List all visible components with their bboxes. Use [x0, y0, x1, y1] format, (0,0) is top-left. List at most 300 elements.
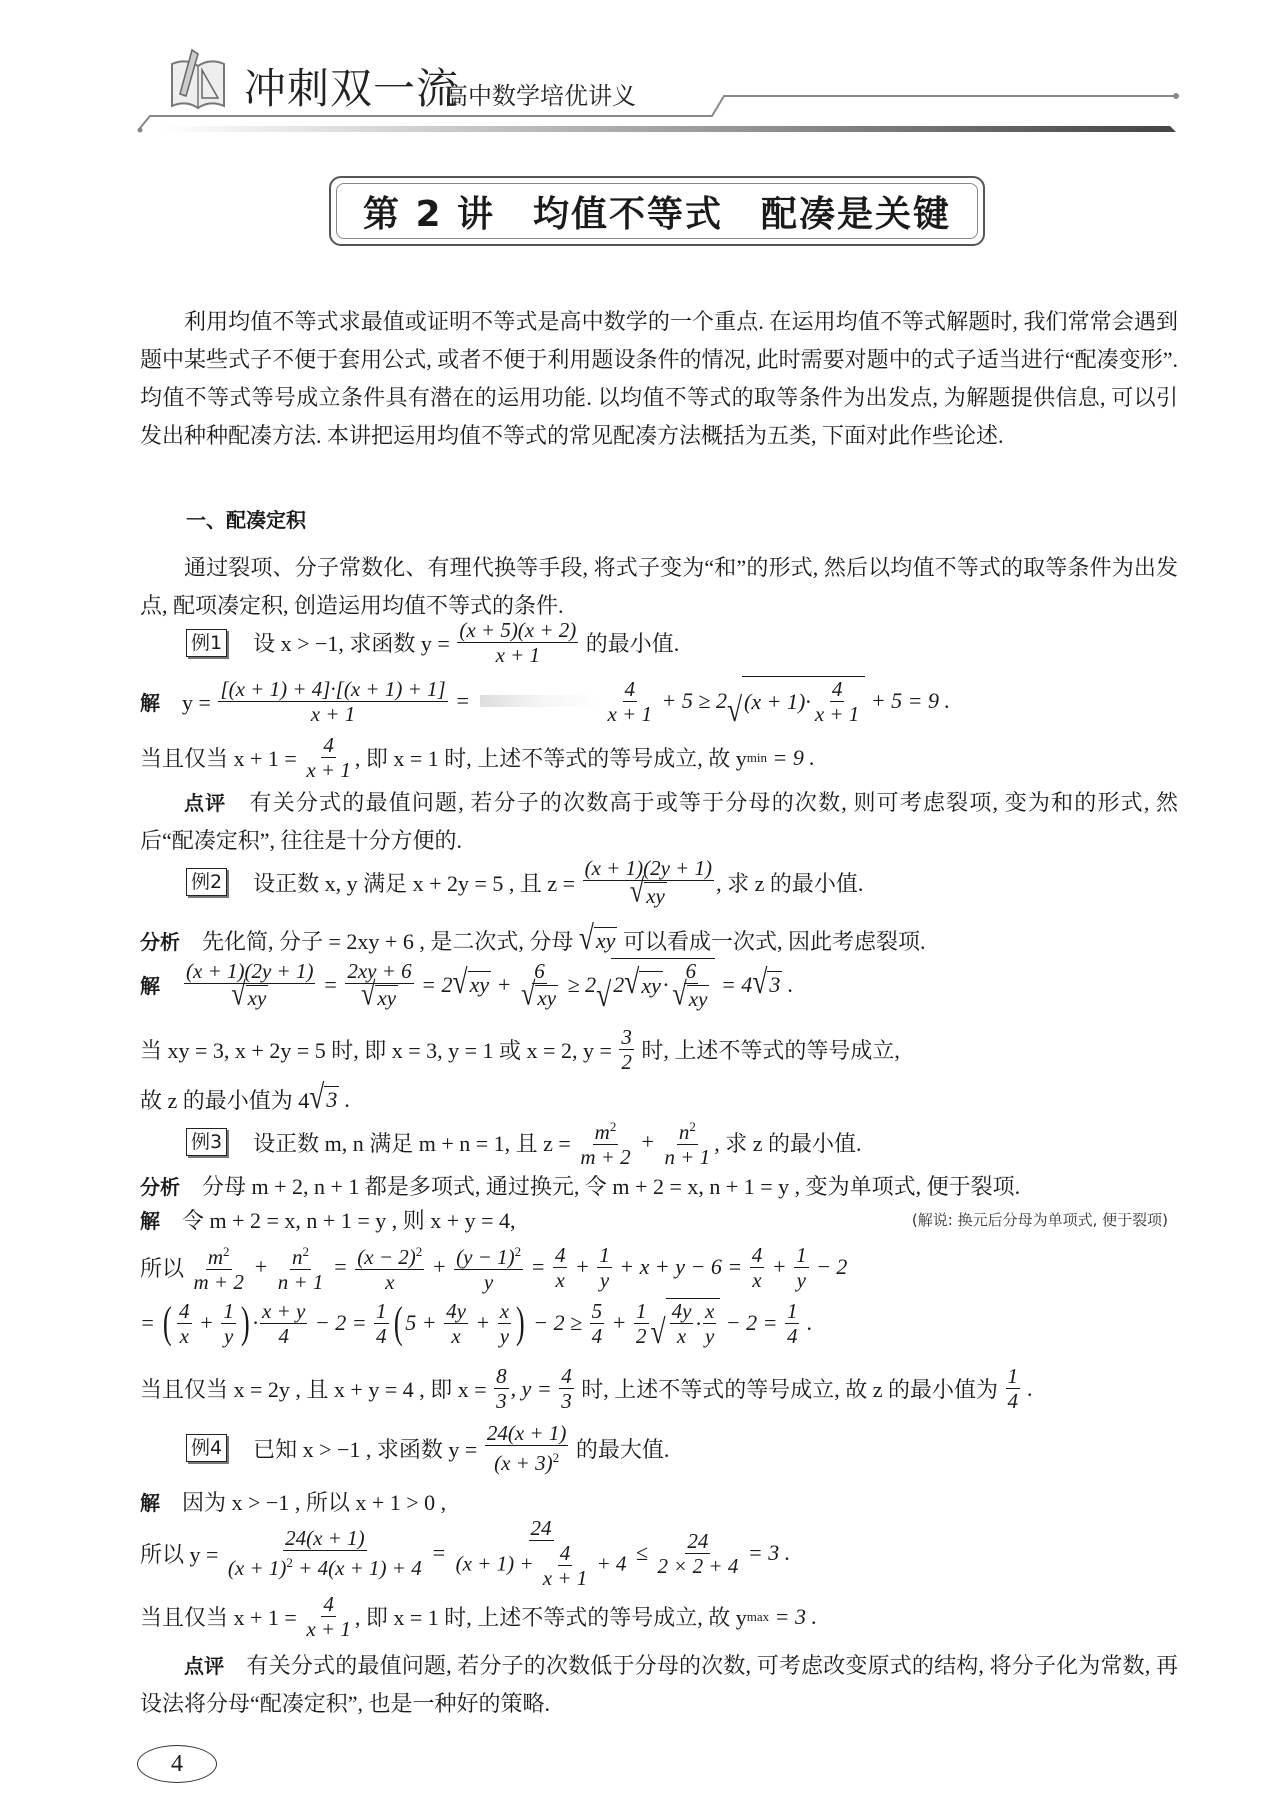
example-3-step-2 — [140, 1298, 1178, 1348]
denominator — [606, 702, 655, 726]
example-2-equality — [140, 1025, 1178, 1074]
denominator — [374, 1324, 389, 1348]
math-text: x — [499, 1298, 510, 1323]
superscript: 2 — [689, 1119, 696, 1134]
math-text: 4 — [751, 1242, 763, 1267]
math-text: + — [766, 1254, 793, 1279]
fraction — [457, 618, 578, 667]
math-text: 3 — [496, 1389, 507, 1413]
example-3-result — [140, 1364, 1178, 1413]
fraction — [260, 1299, 307, 1348]
fraction — [177, 1299, 192, 1348]
math-text: xy — [469, 972, 490, 998]
step-label: 解 — [140, 1209, 160, 1233]
math-text: 3 — [326, 1087, 338, 1112]
numerator — [794, 1243, 809, 1268]
math-text: 设正数 m, n 满足 m + n = 1, 且 z = — [231, 1130, 577, 1156]
denominator — [559, 1389, 574, 1413]
math-text: n + 1 — [277, 1270, 324, 1294]
math-text: = — [140, 1310, 161, 1335]
numerator — [619, 1025, 634, 1050]
radical-sign-icon: √ — [596, 974, 612, 1014]
math-text: 的最小值. — [580, 631, 680, 656]
fraction — [670, 959, 711, 1011]
math-text: , 求 z 的最小值. — [716, 870, 864, 896]
big-parenthesis: ) — [240, 1298, 250, 1347]
example-2-result — [140, 1076, 1178, 1116]
math-text: (x + 1)(2y + 1) — [186, 958, 314, 983]
math-text: = 2 — [415, 971, 453, 997]
math-text: 5 + — [405, 1310, 443, 1335]
numerator — [206, 1240, 232, 1270]
comment-label: 点评 — [184, 1654, 225, 1678]
math-text: x — [704, 1299, 715, 1323]
fraction — [750, 1243, 765, 1292]
math-text: 1 — [796, 1242, 807, 1267]
denominator — [785, 1324, 800, 1348]
fraction — [184, 959, 315, 1011]
denominator — [554, 1268, 567, 1292]
fraction — [221, 1299, 236, 1348]
step-label: 分析 — [140, 930, 180, 954]
math-text: (y − 1) — [456, 1245, 515, 1269]
math-text: y — [704, 1324, 715, 1348]
superscript: 2 — [552, 1450, 560, 1465]
math-text: 4 — [786, 1323, 798, 1348]
math-text: x + 1 — [306, 1617, 351, 1641]
denominator — [675, 1324, 688, 1348]
fraction — [597, 1243, 612, 1292]
math-text: xy — [595, 928, 616, 953]
example-4-step-1 — [140, 1516, 1178, 1590]
math-text: 当 xy = 3, x + 2y = 5 时, 即 x = 3, y = 1 或 x = 2, y = — [140, 1038, 618, 1063]
fraction — [345, 959, 413, 1011]
denominator — [359, 975, 400, 1012]
fraction — [485, 1421, 568, 1475]
math-text: x — [752, 1267, 762, 1292]
math-text: 1 — [376, 1298, 387, 1323]
math-text: + — [634, 1129, 661, 1154]
smudge — [480, 695, 600, 707]
math-text: xy — [537, 986, 557, 1011]
math-text: 2 — [613, 972, 625, 998]
math-text: y — [499, 1323, 510, 1348]
square-root — [752, 961, 782, 1001]
step-label: 解 — [140, 690, 160, 715]
math-text: m + 2 — [193, 1270, 244, 1294]
radicand — [639, 971, 663, 999]
denominator — [309, 702, 358, 726]
fraction — [663, 1115, 713, 1169]
math-text: + x + y − 6 = — [613, 1254, 748, 1279]
math-text: x — [555, 1267, 565, 1292]
square-root — [672, 976, 709, 1013]
math-text: 24 — [687, 1528, 709, 1553]
fraction — [578, 1115, 632, 1169]
radicand — [742, 676, 865, 726]
denominator — [304, 758, 353, 782]
example-3-problem — [186, 1115, 1178, 1169]
math-text: ≥ 2 — [562, 971, 597, 997]
numerator — [634, 1299, 649, 1324]
numerator — [494, 1364, 509, 1389]
math-text: n — [292, 1245, 303, 1269]
math-text: 4 — [591, 1323, 603, 1348]
numerator — [184, 959, 315, 984]
math-text: y — [796, 1267, 806, 1292]
numerator — [623, 677, 638, 702]
square-root — [521, 975, 558, 1012]
math-text: + — [569, 1254, 596, 1279]
math-text: (x + 1)(2y + 1) — [584, 856, 713, 880]
radical-sign-icon: √ — [752, 961, 768, 1001]
comment-label: 点评 — [184, 791, 227, 815]
math-text: , 即 x = 1 时, 上述不等式的等号成立, 故 y — [354, 746, 747, 771]
math-text: . — [339, 1086, 351, 1112]
math-text: xy — [688, 986, 708, 1011]
math-text: . — [1022, 1375, 1034, 1401]
fraction — [218, 677, 447, 726]
math-text: y = — [160, 689, 217, 715]
math-text: = 4 — [715, 971, 753, 997]
fraction — [444, 1299, 468, 1348]
numerator — [597, 1243, 612, 1268]
math-text: 4y — [446, 1298, 466, 1323]
numerator — [321, 733, 336, 758]
math-text: 1 — [786, 1298, 798, 1323]
math-text: + — [491, 971, 517, 997]
fraction — [703, 1299, 716, 1348]
denominator — [634, 1324, 649, 1348]
fraction — [276, 1240, 326, 1294]
math-text: 令 m + 2 = x, n + 1 = y , 则 x + y = 4, — [160, 1208, 516, 1233]
numerator — [750, 1243, 765, 1268]
big-parenthesis: ( — [163, 1298, 173, 1347]
math-text: + — [426, 1254, 453, 1279]
fraction — [634, 1299, 649, 1348]
math-text: 24(x + 1) — [486, 1421, 567, 1445]
step-label: 分析 — [140, 1175, 180, 1199]
square-root — [651, 1298, 721, 1348]
math-text: = — [449, 688, 476, 713]
math-text: n + 1 — [664, 1145, 711, 1169]
superscript: 2 — [286, 1555, 293, 1570]
math-text: 已知 x > −1 , 求函数 y = — [231, 1436, 483, 1462]
example-4-equality — [140, 1592, 1178, 1641]
example-label: 例2 — [186, 868, 227, 896]
numerator — [677, 1115, 698, 1145]
denominator — [541, 1566, 590, 1590]
radical-sign-icon: √ — [726, 689, 743, 728]
numerator — [558, 1541, 573, 1566]
denominator — [494, 643, 543, 667]
square-root — [360, 975, 398, 1012]
section-heading: 一、配凑定积 — [186, 508, 306, 532]
math-text: 4 — [831, 677, 843, 701]
math-text: 2 — [621, 1050, 632, 1074]
numerator — [374, 1299, 389, 1324]
denominator — [454, 1541, 629, 1590]
fraction — [619, 1025, 634, 1074]
math-text: 4 — [179, 1298, 190, 1323]
math-text: 所以 — [140, 1255, 190, 1281]
denominator — [276, 1270, 326, 1294]
superscript: 2 — [223, 1244, 230, 1259]
math-text: 3 — [561, 1389, 572, 1413]
denominator — [578, 1145, 632, 1169]
radicand — [767, 971, 782, 999]
example-1-equality — [140, 733, 1178, 782]
math-text: 分母 m + 2, n + 1 都是多项式, 通过换元, 令 m + 2 = x, n + 1 = y , 变为单项式, 便于裂项. — [180, 1174, 1021, 1199]
math-text: − 2 = — [309, 1310, 373, 1335]
example-1-comment — [140, 784, 1178, 860]
denominator — [229, 975, 270, 1012]
math-text: 4 — [323, 1592, 334, 1616]
denominator — [795, 1268, 808, 1292]
math-text: = 9 . — [766, 744, 815, 770]
math-text: 时, 上述不等式的等号成立, 故 z 的最小值为 — [575, 1377, 1004, 1402]
lecture-title-box — [329, 176, 985, 246]
math-text: 1 — [1007, 1364, 1019, 1388]
denominator — [703, 1324, 716, 1348]
numerator — [345, 959, 413, 984]
fraction — [355, 1240, 424, 1294]
square-root — [629, 873, 667, 910]
square-root — [727, 676, 865, 726]
math-text: = 3 . — [742, 1540, 791, 1565]
denominator — [590, 1324, 605, 1348]
math-text: n — [678, 1120, 690, 1144]
math-text: 可以看成一次式, 因此考虑裂项. — [617, 929, 926, 954]
denominator — [449, 1324, 462, 1348]
math-text: m — [207, 1245, 224, 1269]
radical-sign-icon: √ — [624, 962, 640, 1001]
example-2-solution — [140, 958, 1178, 1014]
math-text: 1 — [599, 1242, 610, 1267]
numerator — [670, 1299, 694, 1324]
numerator — [498, 1299, 511, 1324]
math-text: = — [317, 971, 344, 997]
fraction — [304, 733, 353, 782]
numerator — [444, 1299, 468, 1324]
math-text: 所以 y = — [140, 1541, 224, 1567]
math-text: = — [327, 1254, 354, 1279]
fraction — [1006, 1364, 1021, 1413]
denominator — [519, 975, 560, 1012]
denominator — [628, 873, 669, 910]
numerator — [583, 856, 714, 881]
example-3-analysis — [140, 1170, 1178, 1201]
math-text: − 2 = — [720, 1310, 783, 1335]
math-text: x + 1 — [310, 701, 356, 726]
math-text: = — [425, 1540, 452, 1565]
fraction — [590, 1299, 605, 1348]
numerator — [703, 1299, 716, 1324]
fraction — [454, 1516, 629, 1590]
math-text: + 4 — [591, 1551, 627, 1576]
superscript: 2 — [609, 1119, 617, 1134]
math-text: = 3 . — [769, 1603, 817, 1629]
math-text: . — [801, 1310, 813, 1335]
math-text: 3 — [621, 1025, 632, 1049]
numerator — [177, 1299, 192, 1324]
fraction — [559, 1364, 574, 1413]
numerator — [685, 1529, 710, 1554]
math-text: 4 — [559, 1541, 571, 1565]
math-text: (x + 1)· — [744, 688, 811, 714]
math-text: + 5 = 9 . — [865, 688, 951, 713]
math-text: x + 1 — [542, 1566, 588, 1590]
math-text: y — [483, 1270, 494, 1294]
radicand — [687, 985, 710, 1011]
denominator — [1006, 1389, 1021, 1413]
math-text: xy — [377, 986, 397, 1011]
big-parenthesis: ) — [516, 1298, 525, 1347]
numerator — [593, 1115, 619, 1145]
math-text: 4 — [278, 1323, 289, 1348]
square-root — [309, 1076, 339, 1116]
fraction — [192, 1240, 246, 1294]
radical-sign-icon: √ — [578, 917, 594, 957]
numerator — [559, 1364, 574, 1389]
radical-sign-icon: √ — [629, 873, 645, 910]
radical-sign-icon: √ — [360, 975, 376, 1012]
math-text: 4 — [624, 676, 636, 701]
radicand — [535, 985, 558, 1011]
math-text: 4 — [376, 1323, 387, 1348]
denominator — [226, 1551, 424, 1580]
denominator — [482, 1270, 495, 1294]
math-text: 故 z 的最小值为 4 — [140, 1088, 310, 1113]
example-label: 例1 — [186, 629, 227, 657]
math-text: (x + 1) — [227, 1556, 287, 1580]
section-intro: 通过裂项、分子常数化、有理代换等手段, 将式子变为“和”的形式, 然后以均值不等式的取等条件为出发点, 配项凑定积, 创造运用均值不等式的条件. — [140, 555, 1178, 618]
denominator — [222, 1324, 235, 1348]
denominator — [304, 1617, 353, 1641]
math-text: · — [252, 1310, 259, 1335]
numerator — [283, 1526, 366, 1551]
fraction — [226, 1526, 424, 1580]
fraction — [656, 1529, 741, 1578]
fraction — [813, 677, 862, 726]
math-text: · — [662, 972, 669, 998]
numerator — [457, 618, 578, 643]
radical-sign-icon: √ — [521, 975, 536, 1012]
math-text: m + 2 — [580, 1145, 631, 1169]
fraction — [494, 1364, 509, 1413]
denominator — [383, 1270, 396, 1294]
math-text: + — [606, 1310, 633, 1335]
numerator — [355, 1240, 424, 1270]
math-text: 1 — [223, 1298, 234, 1323]
fraction — [606, 677, 655, 726]
math-text: 4 — [1007, 1389, 1019, 1413]
math-text: 当且仅当 x + 1 = — [140, 746, 303, 771]
math-text: xy — [646, 883, 665, 908]
example-label: 例3 — [186, 1128, 227, 1156]
lecture-title: 第 2 讲 均值不等式 配凑是关键 — [336, 183, 978, 239]
radical-sign-icon: √ — [672, 976, 687, 1013]
numerator — [1006, 1364, 1021, 1389]
radical-sign-icon: √ — [452, 961, 468, 1001]
math-text: m — [594, 1120, 610, 1144]
radicand — [375, 985, 398, 1011]
comment-text: 有关分式的最值问题, 若分子的次数低于分母的次数, 可考虑改变原式的结构, 将分子化为常数, 再设法将分母“配凑定积”, 也是一种好的策略. — [140, 1653, 1178, 1716]
fraction — [670, 1299, 694, 1348]
example-1-problem — [186, 618, 1178, 667]
numerator — [485, 1421, 568, 1446]
side-note: (解说: 换元后分母为单项式, 便于裂项) — [911, 1211, 1168, 1229]
step-label: 解 — [140, 974, 160, 999]
square-root — [596, 958, 715, 1014]
denominator — [663, 1145, 713, 1169]
math-text: 24(x + 1) — [285, 1526, 365, 1550]
radical-sign-icon: √ — [309, 1076, 325, 1116]
math-text: 设 x > −1, 求函数 y = — [231, 631, 456, 656]
denominator — [813, 702, 862, 726]
fraction — [794, 1243, 809, 1292]
numerator — [553, 1243, 568, 1268]
denominator — [619, 1050, 634, 1074]
denominator — [656, 1554, 741, 1578]
math-text: 4 — [554, 1242, 566, 1267]
math-text: (x + 5)(x + 2) — [459, 618, 577, 642]
math-text: 5 — [591, 1298, 603, 1323]
example-3-solution — [140, 1204, 1178, 1235]
math-text: 2 × 2 + 4 — [657, 1553, 739, 1578]
numerator — [221, 1299, 236, 1324]
fraction — [498, 1299, 511, 1348]
square-root — [452, 961, 492, 1001]
denominator — [276, 1324, 291, 1348]
math-text: . — [782, 971, 794, 997]
example-4-solution — [140, 1486, 1178, 1517]
radicand — [611, 958, 715, 1011]
denominator — [670, 976, 711, 1013]
fraction — [553, 1243, 568, 1292]
math-text: + 4(x + 1) + 4 — [292, 1556, 422, 1580]
fraction — [519, 959, 560, 1011]
math-text: 4 — [323, 733, 334, 757]
math-text: + — [193, 1310, 220, 1335]
math-text: x + y — [262, 1298, 306, 1323]
math-text: 因为 x > −1 , 所以 x + 1 > 0 , — [160, 1490, 447, 1515]
book-ruler-logo-icon — [168, 46, 228, 112]
math-text: 当且仅当 x = 2y , 且 x + y = 4 , 即 x = — [140, 1377, 493, 1402]
numerator — [785, 1299, 800, 1324]
example-2-analysis — [140, 917, 1178, 957]
superscript: 2 — [415, 1244, 423, 1259]
square-root — [624, 962, 663, 1001]
math-text: − 2 ≥ — [527, 1310, 588, 1335]
math-text: , 即 x = 1 时, 上述不等式的等号成立, 故 y — [354, 1605, 747, 1630]
numerator — [260, 1299, 307, 1324]
radical-sign-icon: √ — [650, 1311, 666, 1350]
math-text: + — [469, 1310, 496, 1335]
radicand — [666, 1298, 721, 1348]
big-parenthesis: ( — [393, 1298, 403, 1347]
math-text: y — [599, 1267, 610, 1292]
math-text: 4y — [671, 1299, 692, 1323]
math-text: x + 1 — [814, 702, 860, 726]
intro-paragraph: 利用均值不等式求最值或证明不等式是高中数学的一个重点. 在运用均值不等式解题时, 我们常常会遇到题中某些式子不便于套用公式, 或者不便于利用题设条件的情况, 此时需要对题中的式子适当进行“配凑变形”. 均值不等式等号成立条件具有潜在的运用功能. 以均值不等式的取等条件为出发点, 为解题提供信息, 可以引发出种种配凑方法. 本讲把运用均值不等式的常见配凑方法概括为五类, 下面对此作些论述. — [140, 309, 1178, 448]
denominator — [178, 1324, 191, 1348]
radical-sign-icon: √ — [231, 975, 246, 1012]
math-text: xy — [641, 972, 661, 998]
math-text: 先化简, 分子 = 2xy + 6 , 是二次式, 分母 — [180, 929, 579, 954]
example-1-solution — [140, 676, 1178, 726]
subscript: max — [746, 1608, 770, 1624]
